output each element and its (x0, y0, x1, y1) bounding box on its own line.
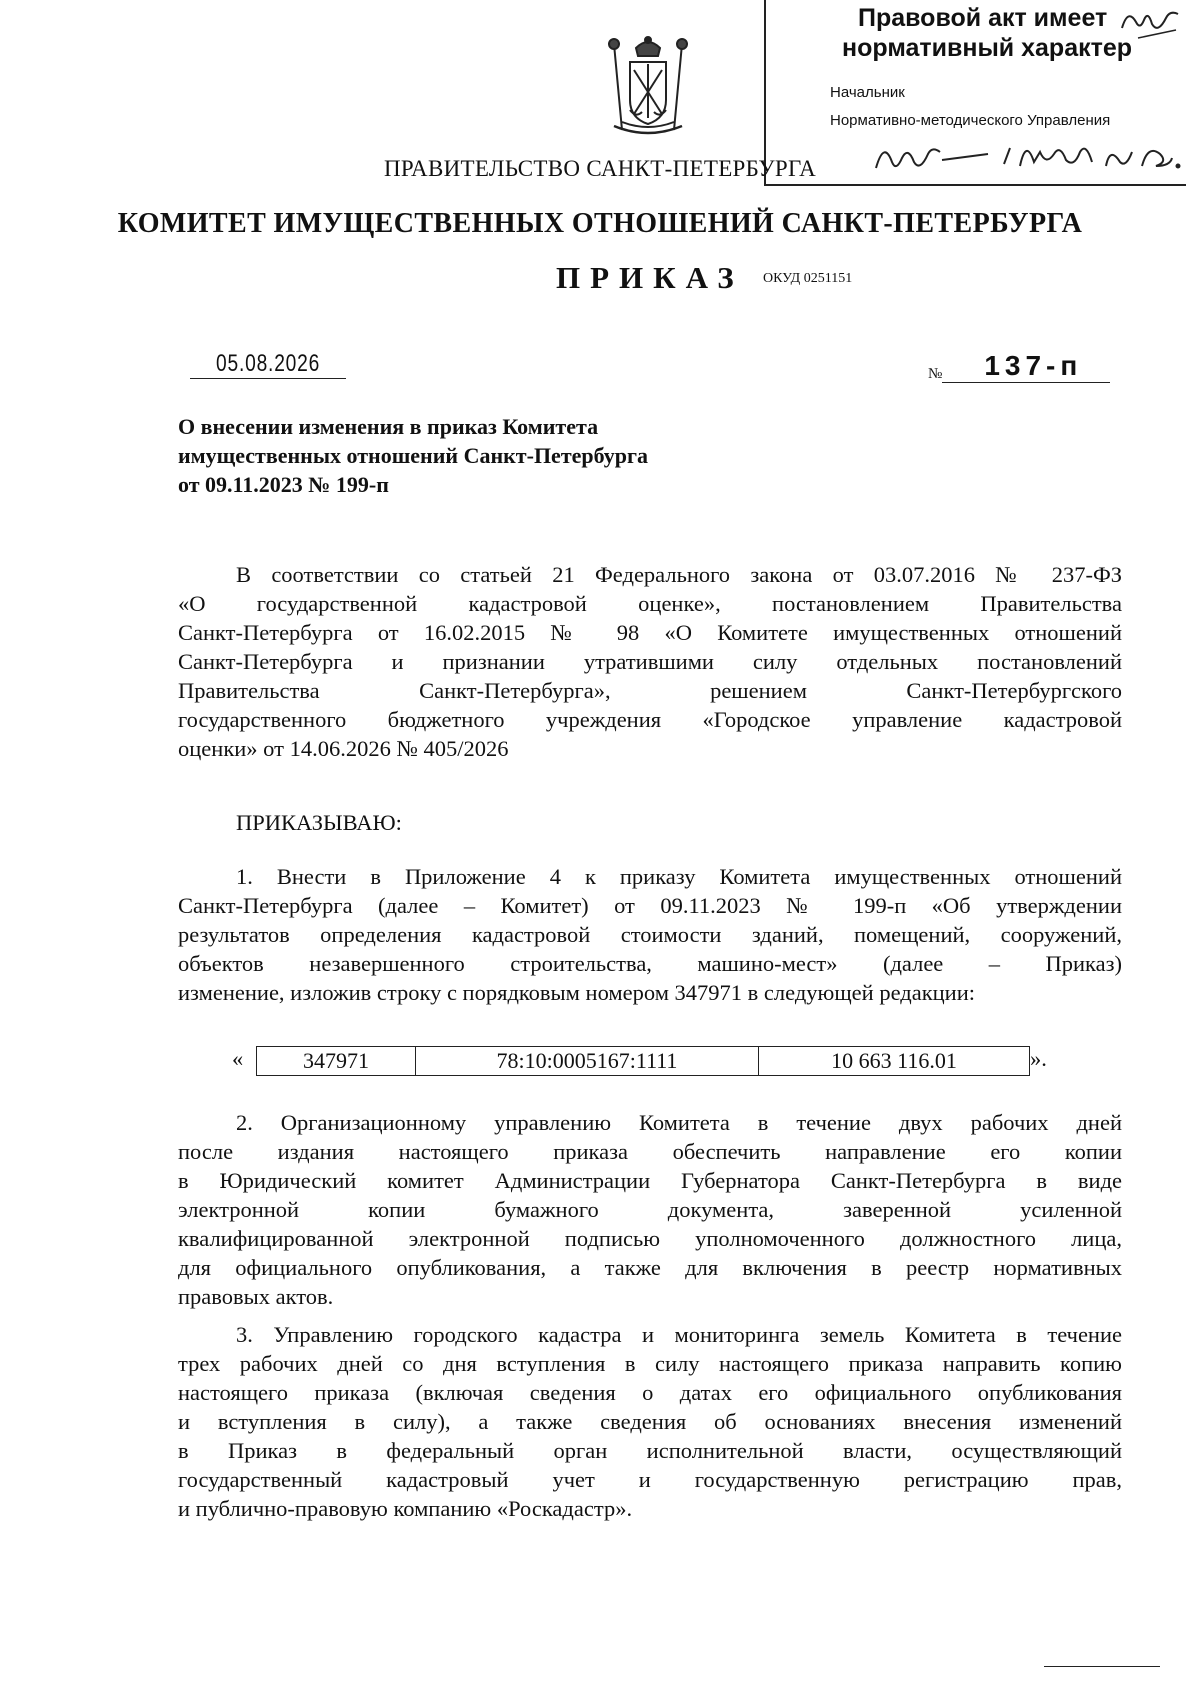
paragraph-line: «О государственной кадастровой оценке», постановлением Правительства (178, 591, 1122, 616)
stamp-position: Начальник (830, 84, 905, 101)
order-subject (178, 412, 648, 499)
stamp-department: Нормативно-методического Управления (830, 112, 1111, 129)
document-type: ПРИКАЗ (556, 260, 744, 295)
paragraph-line: Правительства Санкт-Петербурга», решением Санкт-Петербургского (178, 678, 1122, 703)
close-quote: ». (1030, 1046, 1047, 1071)
paragraph-line: после издания настоящего приказа обеспечить направление его копии (178, 1139, 1122, 1164)
order-number-value: 137-п (984, 350, 1083, 381)
paragraph-line: Санкт-Петербурга (далее – Комитет) от 09.11.2023 № 199-п «Об утверждении (178, 893, 1122, 918)
paragraph-line: объектов незавершенного строительства, машино-мест» (далее – Приказ) (178, 951, 1122, 976)
row-cadastral-value: 10 663 116.01 (759, 1047, 1030, 1076)
subject-line: от 09.11.2023 № 199-п (178, 472, 389, 497)
paragraph-line: результатов определения кадастровой стоимости зданий, помещений, сооружений, (178, 922, 1122, 947)
footer-divider (1044, 1666, 1160, 1667)
stamp-line-1: Правовой акт имеет (858, 4, 1108, 32)
government-name: ПРАВИТЕЛЬСТВО САНКТ-ПЕТЕРБУРГА (383, 156, 817, 181)
paragraph-line: 3. Управлению городского кадастра и мониторинга земель Комитета в течение (236, 1322, 1122, 1347)
amended-row-table (256, 1046, 1030, 1076)
orders-word: ПРИКАЗЫВАЮ: (236, 810, 402, 835)
paragraph-line: 2. Организационному управлению Комитета в течение двух рабочих дней (236, 1110, 1122, 1135)
paragraph-line: электронной копии бумажного документа, заверенной усиленной (178, 1197, 1122, 1222)
paragraph-line: и публично-правовую компанию «Роскадастр». (178, 1496, 633, 1521)
paragraph-line: государственного бюджетного учреждения «Городское управление кадастровой (178, 707, 1122, 732)
paragraph-line: для официального опубликования, а также для включения в реестр нормативных (178, 1255, 1122, 1280)
paragraph-line: настоящего приказа (включая сведения о датах его официального опубликования (178, 1380, 1122, 1405)
subject-line: О внесении изменения в приказ Комитета (178, 414, 599, 439)
paragraph-line: Санкт-Петербурга и признании утратившими силу отдельных постановлений (178, 649, 1122, 674)
paragraph-line: 1. Внести в Приложение 4 к приказу Комитета имущественных отношений (236, 864, 1122, 889)
stamp-line-2: нормативный характер (842, 34, 1133, 62)
paragraph-line: Санкт-Петербурга от 16.02.2015 № 98 «О Комитете имущественных отношений (178, 620, 1122, 645)
number-sign: № (928, 366, 943, 382)
row-cadastral-number: 78:10:0005167:1111 (416, 1047, 759, 1076)
row-order-number: 347971 (257, 1047, 416, 1076)
okud-code: ОКУД 0251151 (763, 271, 853, 286)
committee-name: КОМИТЕТ ИМУЩЕСТВЕННЫХ ОТНОШЕНИЙ САНКТ-ПЕТЕРБУРГА (117, 208, 1083, 239)
basis-paragraph (178, 560, 1122, 763)
coat-of-arms-emblem (600, 34, 696, 138)
paragraph-line: в Приказ в федеральный орган исполнительной власти, осуществляющий (178, 1438, 1122, 1463)
paragraph-line: оценки» от 14.06.2026 № 405/2026 (178, 736, 509, 761)
item-2-paragraph (178, 1108, 1122, 1311)
order-date (190, 350, 346, 379)
paragraph-line: трех рабочих дней со дня вступления в силу настоящего приказа направить копию (178, 1351, 1122, 1376)
open-quote: « (232, 1046, 244, 1071)
order-number (928, 350, 1110, 383)
paragraph-line: и вступления в силу), а также сведения об основаниях внесения изменений (178, 1409, 1122, 1434)
paragraph-line: правовых актов. (178, 1284, 334, 1309)
paragraph-line: в Юридический комитет Администрации Губернатора Санкт-Петербурга в виде (178, 1168, 1122, 1193)
table-row (257, 1047, 1030, 1076)
paragraph-line: государственный кадастровый учет и государственную регистрацию прав, (178, 1467, 1122, 1492)
order-date-value: 05.08.2026 (215, 350, 321, 377)
paragraph-line: В соответствии со статьей 21 Федерального закона от 03.07.2016 № 237-ФЗ (236, 562, 1122, 587)
item-1-paragraph (178, 862, 1122, 1007)
item-3-paragraph (178, 1320, 1122, 1523)
paragraph-line: изменение, изложив строку с порядковым номером 347971 в следующей редакции: (178, 980, 976, 1005)
paragraph-line: квалифицированной электронной подписью уполномоченного должностного лица, (178, 1226, 1122, 1251)
handwritten-initials (1118, 0, 1182, 40)
subject-line: имущественных отношений Санкт-Петербурга (178, 443, 649, 468)
